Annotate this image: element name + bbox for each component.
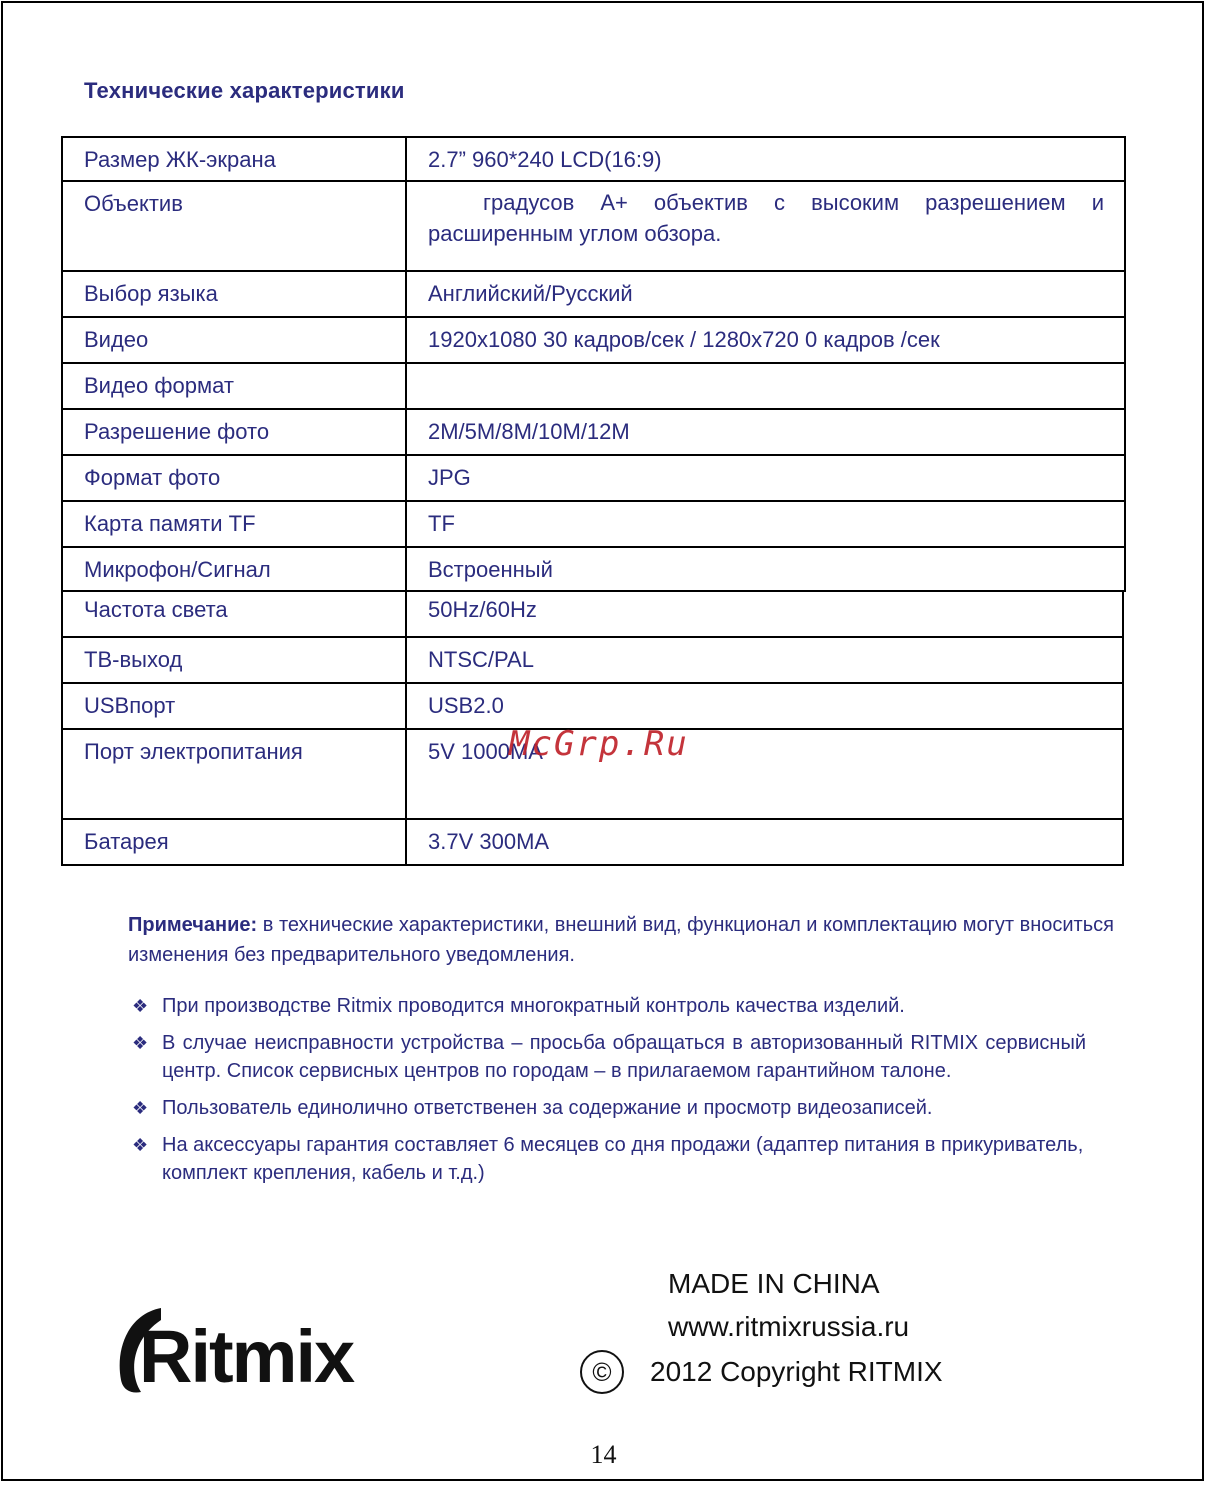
table-row <box>61 364 1126 410</box>
table-row <box>61 502 1126 548</box>
table-row <box>61 820 1124 866</box>
spec-label: ТВ-выход <box>63 638 407 682</box>
note-text: в технические характеристики, внешний вид, функционал и комплектацию могут вноситься изменения без предварительного уведомления. <box>128 914 1114 966</box>
list-item <box>132 1131 1086 1187</box>
spec-label: Разрешение фото <box>63 410 407 454</box>
spec-value: TF <box>428 511 455 536</box>
diamond-bullet-icon: ❖ <box>132 1135 149 1155</box>
bullet-text: Пользователь единолично ответственен за содержание и просмотр видеозаписей. <box>162 1097 933 1119</box>
spec-label: Батарея <box>63 820 407 864</box>
page-number: 14 <box>590 1440 617 1469</box>
table-row <box>61 592 1124 638</box>
table-row <box>61 318 1126 364</box>
spec-value: 5V 1000MA <box>428 739 543 764</box>
spec-label: Формат фото <box>63 456 407 500</box>
diamond-bullet-icon: ❖ <box>132 1098 149 1118</box>
bullet-text: В случае неисправности устройства – просьба обращаться в авторизованный RITMIX сервисный центр. Список сервисных центров по городам – в прилагаемом гарантийном талоне. <box>162 1032 1086 1082</box>
spec-label: Видео формат <box>63 364 407 408</box>
spec-value: Встроенный <box>428 557 553 582</box>
table-row <box>61 638 1124 684</box>
spec-value: JPG <box>428 465 471 490</box>
spec-label: Порт электропитания <box>63 730 407 818</box>
table-row <box>61 182 1126 272</box>
spec-label: Размер ЖК-экрана <box>63 138 407 180</box>
copyright-text: 2012 Copyright RITMIX <box>650 1356 943 1387</box>
table-row <box>61 548 1126 592</box>
spec-value: NTSC/PAL <box>428 647 534 672</box>
diamond-bullet-icon: ❖ <box>132 996 149 1016</box>
copyright-line <box>580 1350 943 1394</box>
spec-label: Объектив <box>63 182 407 270</box>
table-row <box>61 456 1126 502</box>
list-item <box>132 1094 1086 1122</box>
spec-label: Выбор языка <box>63 272 407 316</box>
bullet-list <box>132 992 1086 1196</box>
made-in-china: MADE IN CHINA <box>668 1268 880 1299</box>
watermark: McGrp.Ru <box>509 724 689 764</box>
spec-label: Карта памяти TF <box>63 502 407 546</box>
list-item <box>132 1029 1086 1085</box>
spec-value: 1920x1080 30 кадров/сек / 1280x720 0 кадров /сек <box>428 327 940 352</box>
spec-value <box>407 364 1124 408</box>
spec-value: 2M/5M/8M/10M/12M <box>428 419 630 444</box>
spec-value: 2.7” 960*240 LCD(16:9) <box>428 147 662 172</box>
bullet-text: На аксессуары гарантия составляет 6 месяцев со дня продажи (адаптер питания в прикуриватель, комплект крепления, кабель и т.д.) <box>162 1134 1084 1184</box>
page-title: Технические характеристики <box>84 78 405 103</box>
spec-label: Видео <box>63 318 407 362</box>
table-row <box>61 136 1126 182</box>
note <box>128 910 1130 970</box>
table-row <box>61 272 1126 318</box>
website-link: www.ritmixrussia.ru <box>668 1311 910 1342</box>
logo-text: Ritmix <box>139 1315 354 1397</box>
bullet-text: При производстве Ritmix проводится многократный контроль качества изделий. <box>162 995 905 1017</box>
spec-value: Английский/Русский <box>428 281 633 306</box>
table-row <box>61 410 1126 456</box>
ritmix-logo <box>113 1290 400 1397</box>
diamond-bullet-icon: ❖ <box>132 1033 149 1053</box>
spec-label: USBпорт <box>63 684 407 728</box>
note-label: Примечание: <box>128 914 258 936</box>
spec-label: Микрофон/Сигнал <box>63 548 407 590</box>
spec-value: USB2.0 <box>428 693 504 718</box>
list-item <box>132 992 1086 1020</box>
footer <box>668 1262 909 1348</box>
spec-value: градусов A+ объектив с высоким разрешением и расширенным углом обзора. <box>428 190 1104 246</box>
spec-value: 3.7V 300MA <box>428 829 550 854</box>
copyright-icon: © <box>580 1350 624 1394</box>
spec-value: 50Hz/60Hz <box>428 597 537 622</box>
spec-label: Частота света <box>63 592 407 636</box>
